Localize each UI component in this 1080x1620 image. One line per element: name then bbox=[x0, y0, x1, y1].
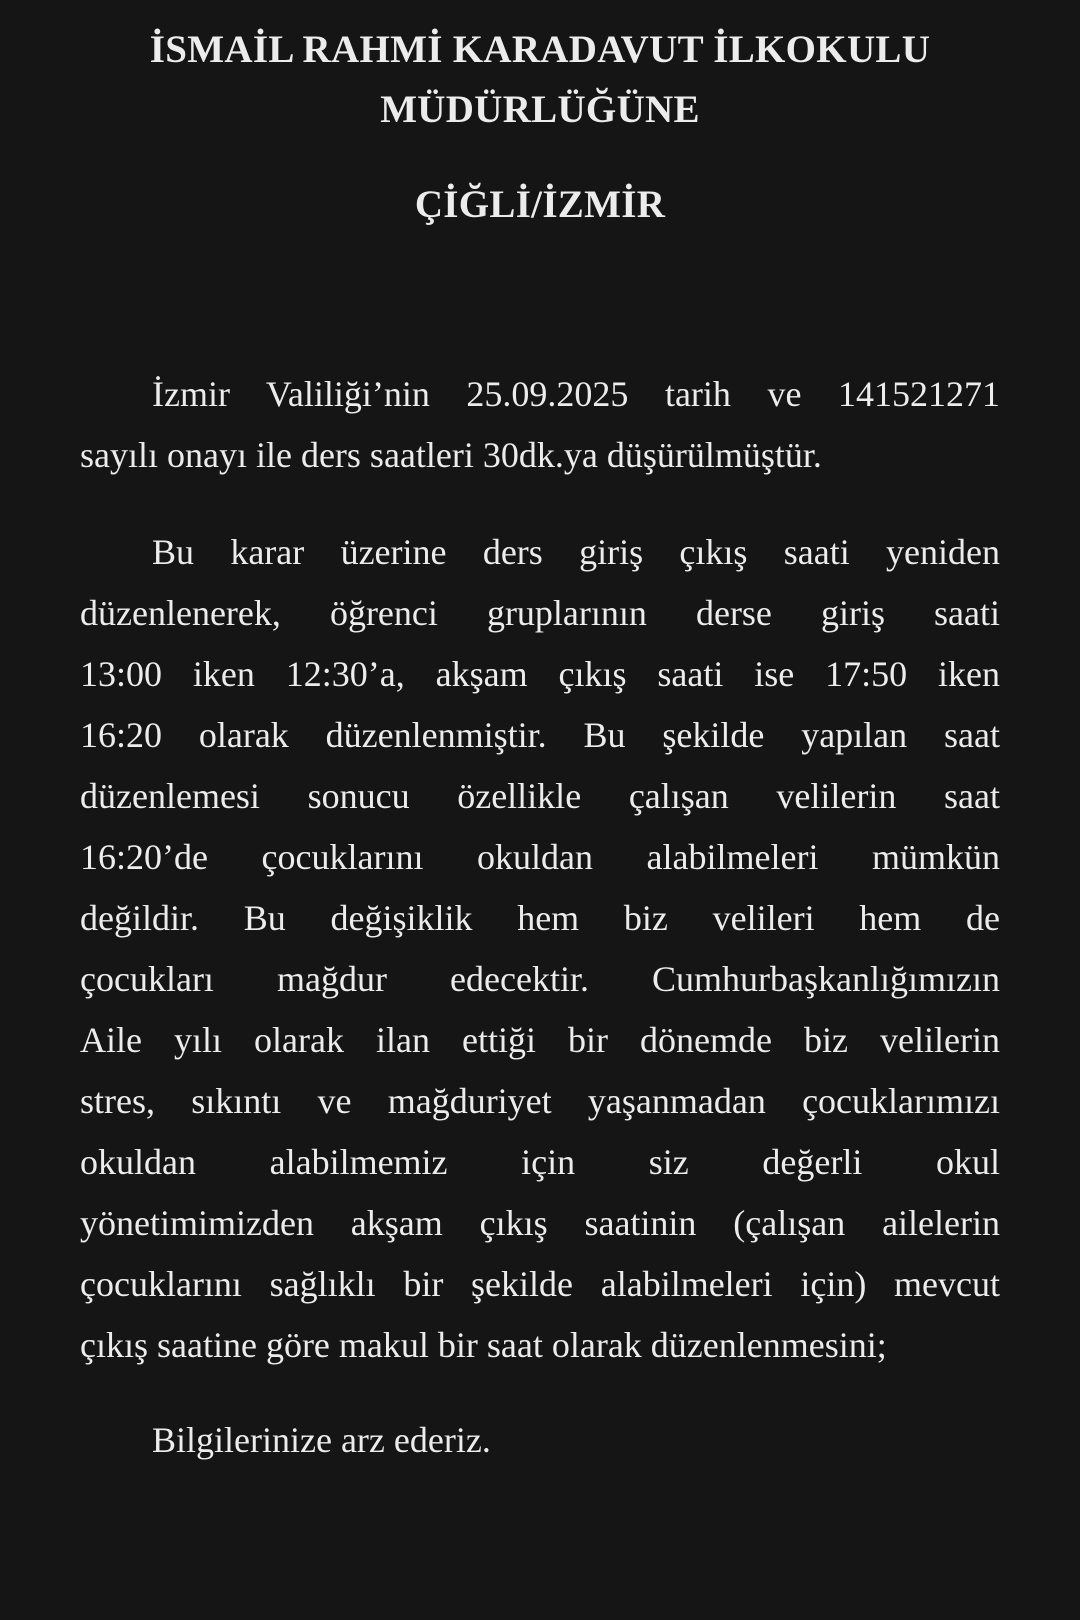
paragraph-line: okuldan alabilmemiz için siz değerli okul bbox=[80, 1142, 1000, 1182]
paragraph-line: çocukları mağdur edecektir. Cumhurbaşkanlığımızın bbox=[80, 959, 1000, 999]
paragraph-line: 13:00 iken 12:30’a, akşam çıkış saati ise 17:50 iken bbox=[80, 654, 1000, 694]
paragraph-line: yönetimimizden akşam çıkış saatinin (çalışan ailelerin bbox=[80, 1203, 1000, 1243]
paragraph-line: düzenlenerek, öğrenci gruplarının derse giriş saati bbox=[80, 593, 1000, 633]
paragraph-line: Aile yılı olarak ilan ettiği bir dönemde biz velilerin bbox=[80, 1020, 1000, 1060]
paragraph-line: 16:20’de çocuklarını okuldan alabilmeleri mümkün bbox=[80, 837, 1000, 877]
paragraph-line: İzmir Valiliği’nin 25.09.2025 tarih ve 141521271 bbox=[152, 374, 1000, 414]
addressee-directorate: MÜDÜRLÜĞÜNE bbox=[380, 88, 700, 131]
paragraph-line: 16:20 olarak düzenlenmiştir. Bu şekilde yapılan saat bbox=[80, 715, 1000, 755]
paragraph-line: sayılı onayı ile ders saatleri 30dk.ya düşürülmüştür. bbox=[80, 435, 822, 475]
paragraph-line: çocuklarını sağlıklı bir şekilde alabilmeleri için) mevcut bbox=[80, 1264, 1000, 1304]
paragraph-request bbox=[80, 522, 1000, 1376]
paragraph-line: değildir. Bu değişiklik hem biz velileri hem de bbox=[80, 898, 1000, 938]
paragraph-line: Bu karar üzerine ders giriş çıkış saati yeniden bbox=[152, 532, 1000, 572]
closing-sentence bbox=[80, 1410, 1000, 1471]
paragraph-line: çıkış saatine göre makul bir saat olarak düzenlenmesini; bbox=[80, 1325, 887, 1365]
paragraph-decision-notice bbox=[80, 364, 1000, 486]
paragraph-line: stres, sıkıntı ve mağduriyet yaşanmadan çocuklarımızı bbox=[80, 1081, 1000, 1121]
paragraph-line: düzenlemesi sonucu özellikle çalışan velilerin saat bbox=[80, 776, 1000, 816]
paragraph-line: Bilgilerinize arz ederiz. bbox=[152, 1420, 491, 1460]
addressee-location: ÇİĞLİ/İZMİR bbox=[414, 183, 666, 226]
addressee-school-name: İSMAİL RAHMİ KARADAVUT İLKOKULU bbox=[149, 28, 931, 71]
